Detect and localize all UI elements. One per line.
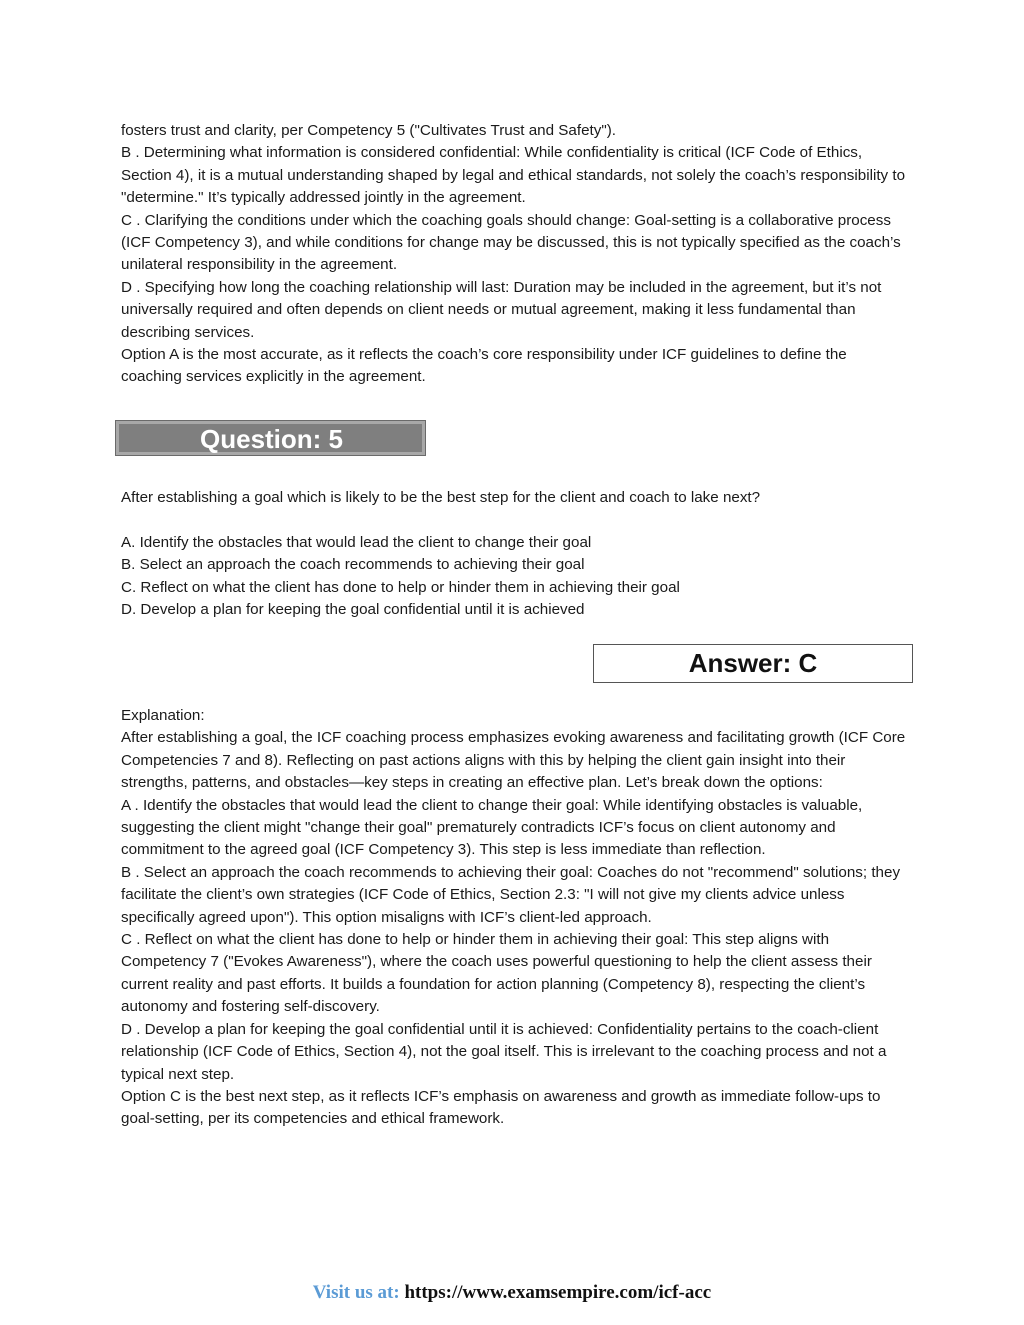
question-text — [121, 487, 911, 509]
paragraph: C . Clarifying the conditions under which the coaching goals should change: Goal-setting is a collaborative process (ICF Competency 3), and while conditions for change may be discussed, this is not typically specified as the coach’s unilateral responsibility in the agreement. — [121, 211, 901, 274]
option-b: B. Select an approach the coach recommends to achieving their goal — [121, 556, 585, 574]
footer — [0, 1282, 1024, 1304]
option-a: A. Identify the obstacles that would lead the client to change their goal — [121, 534, 592, 551]
paragraph: C . Reflect on what the client has done to help or hinder them in achieving their goal: This step aligns with Competency 7 ("Evokes Awareness"), where the coach uses powerful questioning to help the client assess their current reality and past efforts. It builds a foundation for action planning (Competency 8), respecting the client’s autonomy and fostering self-discovery. — [121, 931, 872, 1016]
question-prompt: After establishing a goal which is likely to be the best step for the client and coach to lake next? — [121, 489, 761, 506]
question-banner — [115, 420, 426, 456]
paragraph: A . Identify the obstacles that would lead the client to change their goal: While identifying obstacles is valuable, suggesting the client might "change their goal" prematurely contradicts ICF’s focus on client autonomy and commitment to the agreed goal (ICF Competency 3). This step is less immediate than reflection. — [121, 796, 863, 859]
answer-box — [593, 644, 913, 683]
paragraph: D . Develop a plan for keeping the goal confidential until it is achieved: Confidentiality pertains to the coach-client relationship (ICF Code of Ethics, Section 4), not the goal itself. This is irrelevant to the coaching process and not a typical next step. — [121, 1020, 887, 1083]
option-c: C. Reflect on what the client has done to help or hinder them in achieving their goal — [121, 578, 680, 596]
paragraph: fosters trust and clarity, per Competency 5 ("Cultivates Trust and Safety"). — [121, 122, 617, 139]
paragraph: Option C is the best next step, as it reflects ICF’s emphasis on awareness and growth as immediate follow-ups to goal-setting, per its competencies and ethical framework. — [121, 1087, 881, 1128]
footer-label: Visit us at: — [312, 1282, 400, 1303]
answer-options — [121, 532, 911, 622]
explanation-block — [121, 705, 911, 1131]
option-d: D. Develop a plan for keeping the goal confidential until it is achieved — [121, 601, 585, 619]
explanation-heading: Explanation: — [121, 707, 205, 724]
previous-explanation-block — [121, 120, 911, 389]
footer-link[interactable]: https://www.examsempire.com/icf-acc — [404, 1282, 712, 1303]
paragraph: After establishing a goal, the ICF coaching process emphasizes evoking awareness and facilitating growth (ICF Core Competencies 7 and 8). Reflecting on past actions aligns with this by helping the client gain insight into their strengths, patterns, and obstacles—key steps in creating an effective plan. Let’s break down the options: — [121, 729, 906, 792]
paragraph: B . Select an approach the coach recommends to achieving their goal: Coaches do not "recommend" solutions; they facilitate the client’s own strategies (ICF Code of Ethics, Section 2.3: "I will not give my clients advice unless specifically agreed upon"). This option misaligns with ICF’s client-led approach. — [121, 863, 901, 926]
answer-label: Answer: C — [688, 648, 818, 678]
question-heading: Question: 5 — [200, 424, 344, 454]
paragraph: D . Specifying how long the coaching relationship will last: Duration may be included in the agreement, but it’s not universally required and often depends on client needs or mutual agreement, making it less fundamental than describing services. — [121, 278, 882, 341]
paragraph: Option A is the most accurate, as it reflects the coach’s core responsibility under ICF guidelines to define the coaching services explicitly in the agreement. — [121, 346, 847, 386]
paragraph: B . Determining what information is considered confidential: While confidentiality is critical (ICF Code of Ethics, Section 4), it is a mutual understanding shaped by legal and ethical standards, not solely the coach’s responsibility to "determine." It’s typically addressed jointly in the agreement. — [121, 144, 906, 207]
